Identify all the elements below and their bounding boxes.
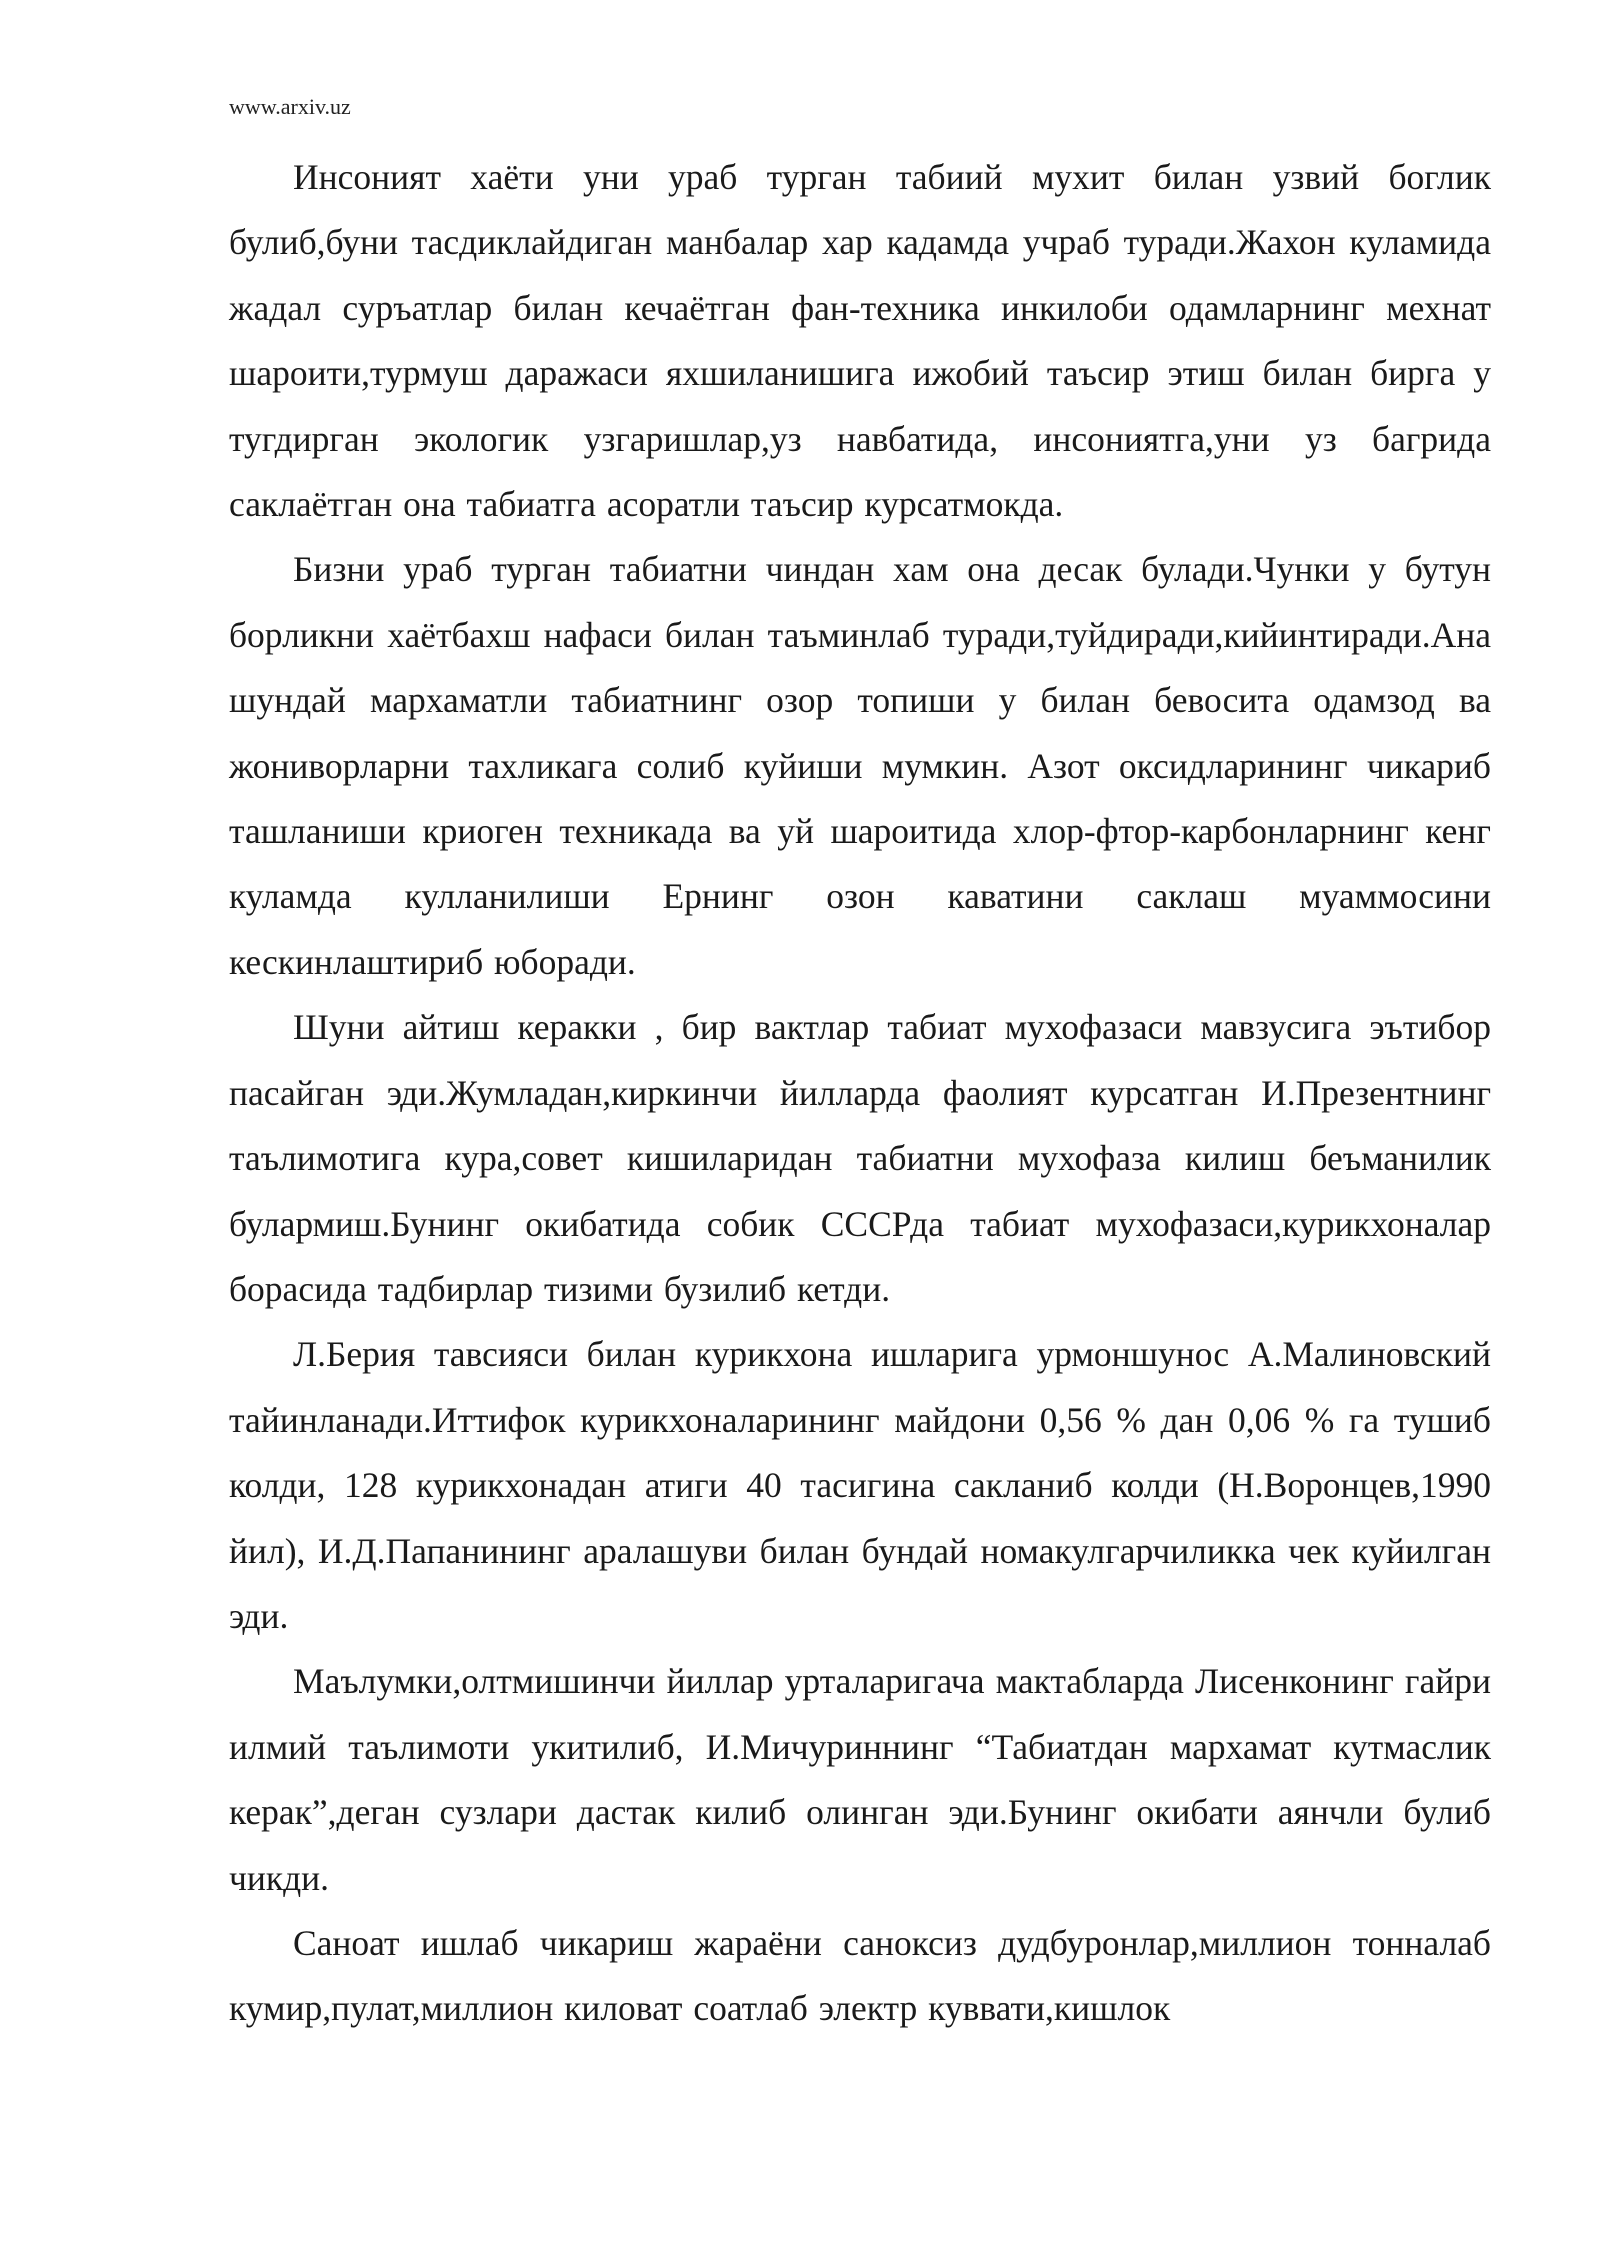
paragraph-2: Бизни ураб турган табиатни чиндан хам она десак булади.Чунки у бутун борликни хаётбахш нафаси билан таъминлаб туради,туйдиради,кийинтиради.Ана шундай мархаматли табиатнинг озор топиши у билан бевосита одамзод ва жониворларни тахликага солиб куйиши мумкин. Азот оксидларининг чикариб ташланиши криоген техникада ва уй шароитида хлор-фтор-карбонларнинг кенг куламда кулланилиши Ернинг озон каватини саклаш муаммосини кескинлаштириб юборади. <box>229 549 1491 982</box>
paragraph-3: Шуни айтиш керакки , бир вактлар табиат мухофазаси мавзусига эътибор пасайган эди.Жумладан,киркинчи йилларда фаолият курсатган И.Презентнинг таълимотига кура,совет кишиларидан табиатни мухофаза килиш беъманилик булармиш.Бунинг окибатида собик СССРда табиат мухофазаси,курикхоналар борасида тадбирлар тизими бузилиб кетди. <box>229 1007 1491 1309</box>
paragraph-6: Саноат ишлаб чикариш жараёни саноксиз дудбуронлар,миллион тонналаб кумир,пулат,миллион киловат соатлаб электр куввати,кишлок <box>229 1922 1491 2029</box>
paragraph-5: Маълумки,олтмишинчи йиллар урталаригача мактабларда Лисенконинг гайри илмий таълимоти укитилиб, И.Мичуриннинг “Табиатдан мархамат кутмаслик керак”,деган сузлари дастак килиб олинган эди.Бунинг окибати аянчли булиб чикди. <box>229 1661 1491 1898</box>
site-url: www.arxiv.uz <box>229 94 351 119</box>
paragraph-1: Инсоният хаёти уни ураб турган табиий мухит билан узвий боглик булиб,буни тасдиклайдиган манбалар хар кадамда учраб туради.Жахон куламида жадал суръатлар билан кечаётган фан-техника инкилоби одамларнинг мехнат шароити,турмуш даражаси яхшиланишига ижобий таъсир этиш билан бирга у тугдирган экологик узгаришлар,уз навбатида, инсониятга,уни уз багрида саклаётган она табиатга асоратли таъсир курсатмокда. <box>229 157 1491 525</box>
document-body <box>229 145 1491 2042</box>
paragraph-4: Л.Берия тавсияси билан курикхона ишларига урмоншунос А.Малиновский тайинланади.Иттифок курикхоналарининг майдони 0,56 % дан 0,06 % га тушиб колди, 128 курикхонадан атиги 40 тасигина сакланиб колди (Н.Воронцев,1990 йил), И.Д.Папанининг аралашуви билан бундай номакулгарчиликка чек куйилган эди. <box>229 1334 1491 1636</box>
